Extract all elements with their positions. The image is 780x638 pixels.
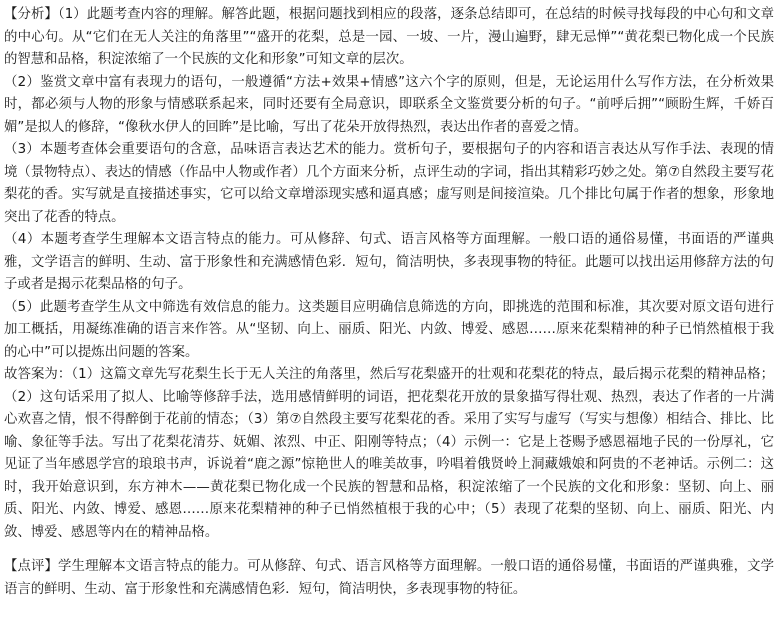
analysis-point-5: （5）此题考查学生从文中筛选有效信息的能力。这类题目应明确信息筛选的方向，即挑选的范围和标准，其次要对原文语句进行加工概括，用凝练准确的语言来作答。从“坚韧、向上、丽质、阳光、内敛、博爱、感恩……原来花梨精神的种子已悄然植根于我的心中”可以提炼出问题的答案。 [4,299,774,360]
analysis-point-2: （2）鉴赏文章中富有表现力的语句，一般遵循“方法+效果+情感”这六个字的原则，但是，无论运用什么写作方法，在分析效果时，都必须与人物的形象与情感联系起来，同时还要有全局意识，即联系全文鉴赏要分析的句子。“前呼后拥”“顾盼生辉，千娇百媚”是拟人的修辞，“像秋水伊人的回眸”是比喻，写出了花朵开放得热烈，表达出作者的喜爱之情。 [4,74,774,135]
section-gap [4,544,774,556]
comment-label: 【点评】 [4,559,59,574]
analysis-point-1-text: （1）此题考查内容的理解。解答此题，根据问题找到相应的段落，逐条总结即可，在总结的时候寻找每段的中心句和文章的中心句。从“它们在无人关注的角落里”“盛开的花梨，总是一园、一坡、一片，漫山遍野，肆无忌惮”“黄花梨已物化成一个民族的智慧和品格，积淀浓缩了一个民族的文化和形象”可知文章的层次。 [4,7,775,67]
analysis-point-4: （4）本题考查学生理解本文语言特点的能力。可从修辞、句式、语言风格等方面理解。一般口语的通俗易懂，书面语的严谨典雅，文学语言的鲜明、生动、富于形象性和充满感情色彩．短句，简洁明快，多表现事物的特征。此题可以找出运用修辞方法的句子或者是揭示花梨品格的句子。 [4,232,774,292]
comment-text: 学生理解本文语言特点的能力。可从修辞、句式、语言风格等方面理解。一般口语的通俗易懂，书面语的严谨典雅，文学语言的鲜明、生动、富于形象性和充满感情色彩．短句，简洁明快，多表现事物的特征。 [4,559,774,597]
analysis-label: 【分析】 [4,7,58,22]
comment-paragraph [4,556,774,601]
answer-paragraph: 故答案为：（1）这篇文章先写花梨生长于无人关注的角落里，然后写花梨盛开的壮观和花梨花的特点，最后揭示花梨的精神品格；（2）这句话采用了拟人、比喻等修辞手法，选用感情鲜明的词语，把花梨花开放的景象描写得壮观、热烈，表达了作者的一片满心欢喜之情，恨不得醉倒于花前的情态；（3）第⑦自然段主要写花梨花的香。采用了实写与虚写（写实与想像）相结合、排比、比喻、象征等手法。写出了花梨花清芬、妩媚、浓烈、中正、阳刚等特点；（4）示例一：它是上苍赐予感恩福地子民的一份厚礼，它见证了当年感恩学宫的琅琅书声，诉说着“鹿之源”惊艳世人的唯美故事，吟唱着俄贤岭上洞藏娥娘和阿贵的不老神话。示例二：这时，我开始意识到，东方神木——黄花梨已物化成一个民族的智慧和品格，积淀浓缩了一个民族的文化和形象：坚韧、向上、丽质、阳光、内敛、博爱、感恩……原来花梨精神的种子已悄然植根于我的心中；（5）表现了花梨的坚韧、向上、丽质、阳光、内敛、博爱、感恩等内在的精神品格。 [4,367,774,540]
analysis-point-3: （3）本题考查体会重要语句的含意，品味语言表达艺术的能力。赏析句子，要根据句子的内容和语言表达从写作手法、表现的情境（景物特点）、表达的情感（作品中人物或作者）几个方面来分析，点评生动的字词，指出其精彩巧妙之处。第⑦自然段主要写花梨花的香。实写就是直接描述事实，它可以给文章增添现实感和逼真感；虚写则是间接渲染。几个排比句属于作者的想象，形象地突出了花香的特点。 [4,142,774,225]
analysis-point-1 [4,4,774,72]
